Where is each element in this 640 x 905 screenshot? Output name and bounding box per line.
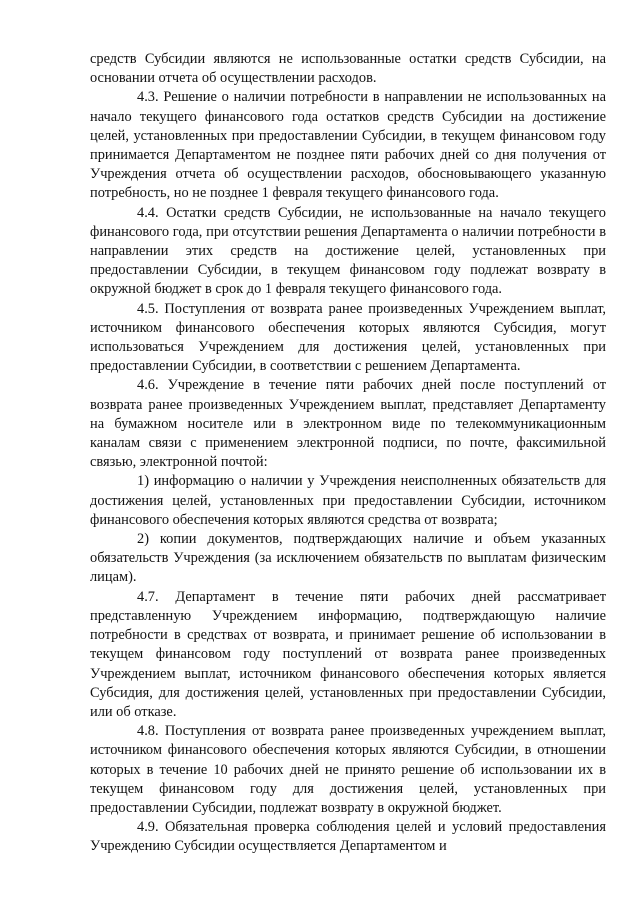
list-item-1: 1) информацию о наличии у Учреждения неисполненных обязательств для достижения целей, установленных при предоставлении Субсидии, источником финансового обеспечения которых являются средства от возврата; [90, 473, 606, 528]
paragraph-4-6: 4.6. Учреждение в течение пяти рабочих дней после поступлений от возврата ранее произведенных Учреждением выплат, представляет Департаменту на бумажном носителе или в электронном виде по телекоммуникационным каналам связи с применением электронной подписи, по почте, факсимильной связью, электронной почтой: [90, 377, 606, 471]
document-body [90, 50, 606, 857]
paragraph-4-3: 4.3. Решение о наличии потребности в направлении не использованных на начало текущего финансового года остатков средств Субсидии на достижение целей, установленных при предоставлении Субсидии, в текущем финансовом году принимается Департаментом не позднее пяти рабочих дней со дня получения от Учреждения отчета об осуществлении расходов, обосновывающего указанную потребность, но не позднее 1 февраля текущего финансового года. [90, 89, 606, 202]
paragraph-4-5: 4.5. Поступления от возврата ранее произведенных Учреждением выплат, источником финансового обеспечения которых являются Субсидия, могут использоваться Учреждением для достижения целей, установленных при предоставлении Субсидии, в соответствии с решением Департамента. [90, 300, 606, 375]
paragraph-4-7: 4.7. Департамент в течение пяти рабочих дней рассматривает представленную Учреждением информацию, подтверждающую наличие потребности в средствах от возврата, и принимает решение об использовании в текущем финансовом году поступлений от возврата ранее произведенных Учреждением выплат, источником финансового обеспечения которых является Субсидия, для достижения целей, установленных при предоставлении Субсидии, или об отказе. [90, 588, 606, 720]
paragraph-continuation: средств Субсидии являются не использованные остатки средств Субсидии, на основании отчета об осуществлении расходов. [90, 51, 606, 87]
paragraph-4-9: 4.9. Обязательная проверка соблюдения целей и условий предоставления Учреждению Субсидии осуществляется Департаментом и [90, 819, 606, 855]
paragraph-4-8: 4.8. Поступления от возврата ранее произведенных учреждением выплат, источником финансового обеспечения которых являются Субсидии, в отношении которых в течение 10 рабочих дней не принято решение об использовании их в текущем финансовом году для достижения целей, установленных при предоставлении Субсидии, подлежат возврату в окружной бюджет. [90, 723, 606, 816]
list-item-2: 2) копии документов, подтверждающих наличие и объем указанных обязательств Учреждения (за исключением обязательств по выплатам физическим лицам). [90, 531, 606, 586]
paragraph-4-4: 4.4. Остатки средств Субсидии, не использованные на начало текущего финансового года, при отсутствии решения Департамента о наличии потребности в направлении этих средств на достижение целей, установленных при предоставлении Субсидии, в текущем финансовом году подлежат возврату в окружной бюджет в срок до 1 февраля текущего финансового года. [90, 204, 606, 298]
